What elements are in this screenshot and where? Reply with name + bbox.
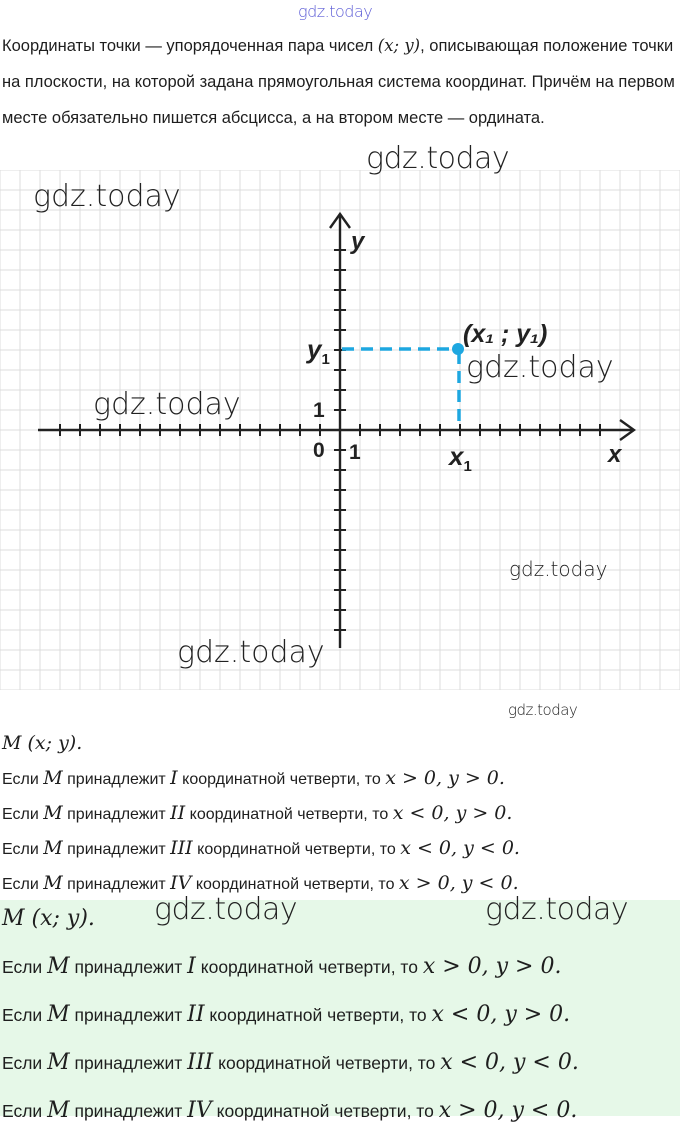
watermark-4: gdz.today (509, 557, 608, 581)
watermark-intro: gdz.today (366, 141, 510, 176)
quadrant-rules-highlighted (2, 900, 678, 1140)
intro-pair: (x; y) (377, 36, 421, 55)
coordinate-figure (0, 170, 680, 690)
rule-line: Если M принадлежит I координатной четверти, то x > 0, y > 0. (2, 767, 505, 789)
notation-heading: M (x; y). (2, 732, 83, 754)
unit-x-label: 1 (349, 441, 361, 464)
y1-subscript: 1 (321, 351, 330, 368)
intro-text-1: Координаты точки — упорядоченная пара чисел (2, 37, 378, 55)
notation-heading: M (x; y). (2, 906, 95, 931)
rule-line: Если M принадлежит IV координатной четверти, то x > 0, y < 0. (2, 872, 519, 894)
x1-letter: x (449, 441, 464, 471)
quadrant-rules-plain (2, 726, 678, 901)
y1-letter: y (307, 334, 322, 364)
watermark-1: gdz.today (33, 179, 181, 214)
y-axis-label: y (351, 228, 365, 255)
x-axis-label: x (608, 441, 622, 468)
intro-text-2: , описывающая положение точки на плоскости, на которой задана прямоугольная система координат. Причём на первом месте обязательно пишется абсцисса, а на втором месте — ордината. (2, 37, 675, 127)
watermark-green-1: gdz.today (154, 892, 298, 927)
rule-line: Если M принадлежит II координатной четверти, то x < 0, y > 0. (2, 802, 513, 824)
point-label: (x₁ ; y₁) (463, 320, 548, 348)
x-axis (38, 420, 634, 440)
rule-line: Если M принадлежит IV координатной четверти, то x > 0, y < 0. (2, 1098, 578, 1123)
rule-line: Если M принадлежит I координатной четверти, то x > 0, y > 0. (2, 954, 562, 979)
unit-y-label: 1 (313, 399, 325, 422)
watermark-3: gdz.today (466, 350, 614, 385)
coordinate-plane (0, 170, 680, 690)
watermark-green-2: gdz.today (485, 892, 629, 927)
watermark-top: gdz.today (298, 2, 373, 21)
x1-subscript: 1 (463, 458, 472, 475)
watermark-5: gdz.today (177, 635, 325, 670)
rule-line: Если M принадлежит II координатной четверти, то x < 0, y > 0. (2, 1002, 571, 1027)
y1-label (305, 334, 330, 368)
rule-line: Если M принадлежит III координатной четверти, то x < 0, y < 0. (2, 1050, 579, 1075)
rule-line: Если M принадлежит III координатной четверти, то x < 0, y < 0. (2, 837, 520, 859)
watermark-2: gdz.today (93, 387, 241, 422)
intro-paragraph (2, 28, 678, 136)
origin-label: 0 (313, 439, 325, 462)
watermark-small: gdz.today (508, 701, 578, 719)
x1-label (447, 441, 472, 475)
